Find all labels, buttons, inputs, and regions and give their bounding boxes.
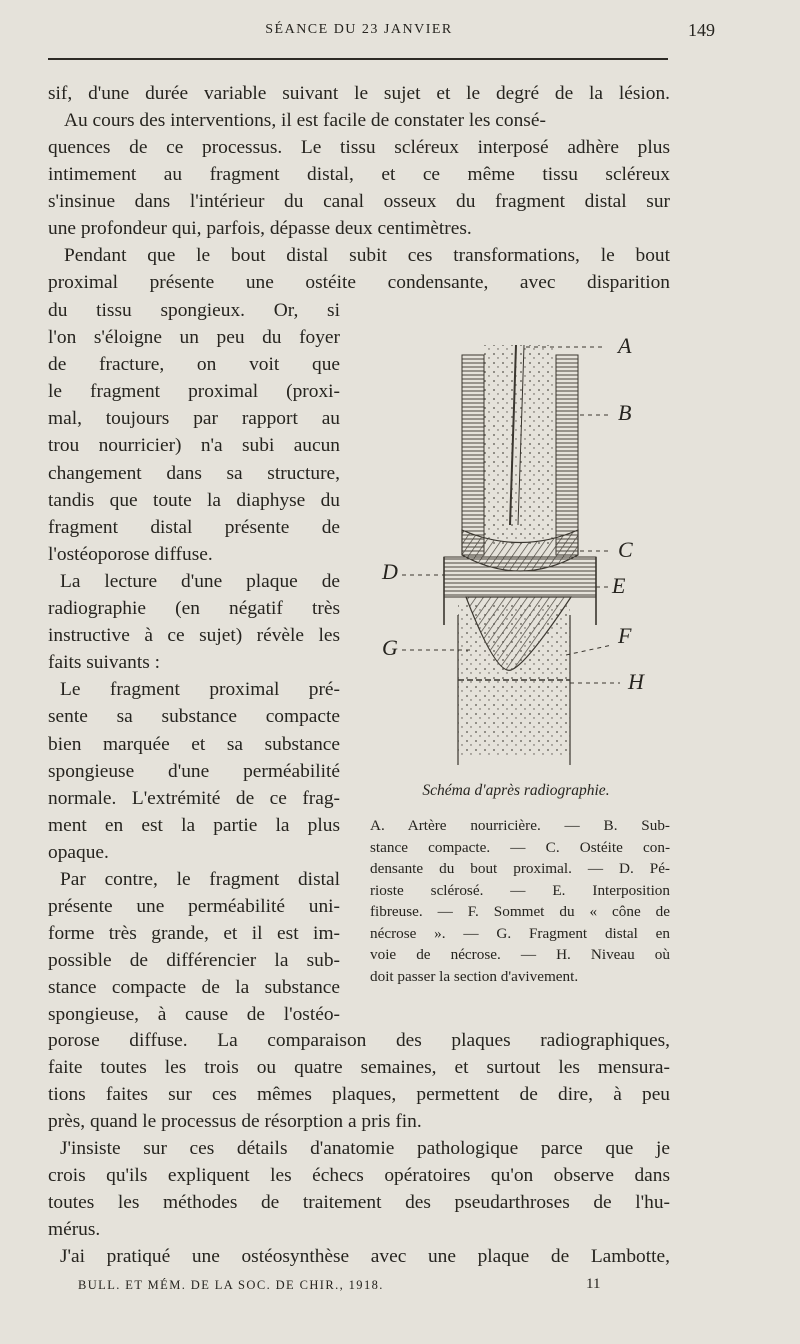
text-line: stance compacte de la substance <box>48 977 340 999</box>
text-line: faits suivants : <box>48 652 161 674</box>
text-line: intimement au fragment distal, et ce même tissu scléreux <box>48 164 670 185</box>
caption-line: densante du bout proximal. — D. Pé- <box>370 860 670 877</box>
text-line: Le fragment proximal pré- <box>60 679 340 701</box>
text-line: Pendant que le bout distal subit ces transformations, le bout <box>64 245 670 266</box>
text-line: La lecture d'une plaque de <box>60 570 340 592</box>
text-line: proximal présente une ostéite condensante, avec disparition <box>48 272 670 293</box>
caption-line: voie de nécrose. — H. Niveau où <box>370 946 670 963</box>
text-line: près, quand le processus de résorption a pris fin. <box>48 1111 422 1132</box>
text-line: le fragment proximal (proxi- <box>48 381 340 403</box>
text-line: toutes les méthodes de traitement des pseudarthroses de l'hu- <box>48 1192 670 1213</box>
bone-schema-drawing <box>366 325 676 785</box>
text-line: J'insiste sur ces détails d'anatomie pathologique parce que je <box>60 1138 670 1159</box>
header-title: SÉANCE DU 23 JANVIER <box>265 22 453 37</box>
caption-line: fibreuse. — F. Sommet du « cône de <box>370 903 670 920</box>
text-line: tandis que toute la diaphyse du <box>48 489 340 511</box>
signature-number: 11 <box>586 1276 601 1292</box>
text-line: une profondeur qui, parfois, dépasse deux centimètres. <box>48 218 472 239</box>
text-line: faite toutes les trois ou quatre semaines, et surtout les mensura- <box>48 1057 670 1078</box>
text-line: s'insinue dans l'intérieur du canal osseux du fragment distal sur <box>48 191 670 212</box>
text-line: bien marquée et sa substance <box>48 733 340 755</box>
figure-label-g: G <box>382 635 398 660</box>
text-column <box>48 297 340 1029</box>
caption-line: nécrose ». — G. Fragment distal en <box>370 924 670 942</box>
text-line: spongieuse, à cause de l'ostéo- <box>48 1004 340 1026</box>
figure-label-f: F <box>618 623 632 648</box>
text-line: mal, toujours par rapport au <box>48 408 340 430</box>
header-rule <box>48 58 668 60</box>
text-line: l'on s'éloigne un peu du foyer <box>48 327 340 349</box>
text-line: instructive à ce sujet) révèle les <box>48 625 340 647</box>
text-line: radiographie (en négatif très <box>48 598 340 620</box>
figure-label-e: E <box>612 573 626 598</box>
figure-label-d: D <box>382 559 398 584</box>
text-line: l'ostéoporose diffuse. <box>48 543 213 565</box>
text-line: porose diffuse. La comparaison des plaques radiographiques, <box>48 1030 670 1051</box>
text-line: spongieuse d'une perméabilité <box>48 760 340 782</box>
text-line: crois qu'ils expliquent les échecs opératoires qu'on observe dans <box>48 1165 670 1186</box>
caption-line: rioste sclérosé. — E. Interposition <box>370 881 670 899</box>
text-line: opaque. <box>48 841 109 863</box>
text-line: fragment distal présente de <box>48 516 340 538</box>
figure-label-a: A <box>618 333 632 358</box>
bone-schema-figure <box>366 325 676 785</box>
figure-caption <box>370 815 670 987</box>
text-line: de fracture, on voit que <box>48 354 340 376</box>
caption-line: A. Artère nourricière. — B. Sub- <box>370 817 670 834</box>
text-line: Par contre, le fragment distal <box>60 868 340 890</box>
text-line: ment en est la partie la plus <box>48 814 340 836</box>
text-line: normale. L'extrémité de ce frag- <box>48 787 340 809</box>
figure-label-c: C <box>618 537 633 562</box>
text-line: possible de différencier la sub- <box>48 950 340 972</box>
text-line: présente une perméabilité uni- <box>48 896 340 918</box>
figure-label-h: H <box>628 669 644 694</box>
text-line: tions faites sur ces mêmes plaques, permettent de dire, à peu <box>48 1084 670 1105</box>
text-line: changement dans sa structure, <box>48 462 340 484</box>
paragraph-top <box>48 80 670 296</box>
text-line: sif, d'une durée variable suivant le sujet et le degré de la lésion. <box>48 83 670 104</box>
paragraph-bottom <box>48 1027 670 1270</box>
figure-label-b: B <box>618 400 632 425</box>
running-header <box>48 20 715 44</box>
text-line: sente sa substance compacte <box>48 706 340 728</box>
text-line: forme très grande, et il est im- <box>48 923 340 945</box>
text-line: du tissu spongieux. Or, si <box>48 300 340 321</box>
figure-caption-title: Schéma d'après radiographie. <box>422 782 610 799</box>
text-line: mérus. <box>48 1219 101 1240</box>
page-footer <box>78 1278 700 1298</box>
journal-reference: BULL. ET MÉM. DE LA SOC. DE CHIR., 1918. <box>78 1278 384 1292</box>
caption-line: stance compacte. — C. Ostéite con- <box>370 838 670 856</box>
text-line: J'ai pratiqué une ostéosynthèse avec une plaque de Lambotte, <box>60 1246 670 1267</box>
text-line: quences de ce processus. Le tissu scléreux interposé adhère plus <box>48 137 670 158</box>
page-number: 149 <box>688 20 715 40</box>
caption-line: doit passer la section d'avivement. <box>370 967 579 985</box>
text-line: Au cours des interventions, il est facile de constater les consé- <box>64 110 546 131</box>
text-line: trou nourricier) n'a subi aucun <box>48 435 340 457</box>
